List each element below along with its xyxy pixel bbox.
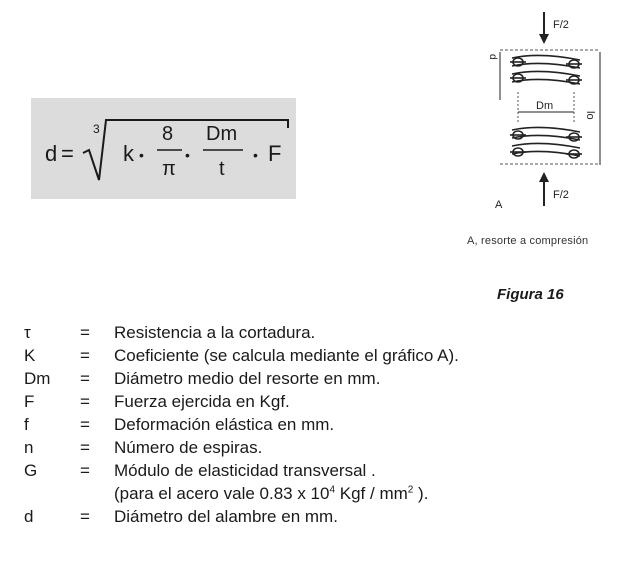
legend-description: Coeficiente (se calcula mediante el gráfico A). <box>114 346 459 365</box>
legend-note-row <box>24 482 624 505</box>
figure-title: Figura 16 <box>497 286 564 303</box>
legend-equals: = <box>80 369 90 388</box>
note-prefix: (para el acero vale 0.83 x 10 <box>114 484 330 503</box>
legend-row-n <box>24 436 624 459</box>
note-suffix: ). <box>413 484 429 503</box>
legend-symbol: Dm <box>24 369 51 388</box>
legend-symbol: d <box>24 507 34 526</box>
legend-description: Número de espiras. <box>114 438 263 457</box>
legend-row-f <box>24 390 624 413</box>
bottom-force-label: F/2 <box>553 189 569 201</box>
top-arrowhead <box>539 34 549 44</box>
formula-k: k <box>123 141 134 166</box>
dm-label: Dm <box>536 100 554 112</box>
formula-num-dm: Dm <box>206 123 238 145</box>
legend-equals: = <box>80 415 90 434</box>
bottom-arrowhead <box>539 172 549 182</box>
formula-force: F <box>268 141 282 166</box>
d-label: d <box>487 54 498 60</box>
lo-label: lo <box>584 111 596 120</box>
formula-dot-3: • <box>253 147 258 163</box>
legend-row-dm <box>24 367 624 390</box>
note-exponent: 4 <box>329 484 336 496</box>
diagram-caption: A, resorte a compresión <box>467 235 589 247</box>
formula-box <box>31 98 296 199</box>
legend-row-g <box>24 459 624 482</box>
legend-note <box>114 482 428 505</box>
legend-symbol: K <box>24 346 36 365</box>
top-force-label: F/2 <box>553 19 569 31</box>
legend-equals: = <box>80 461 90 480</box>
legend-symbol: F <box>24 392 35 411</box>
legend-description: Diámetro del alambre en mm. <box>114 507 338 526</box>
formula-equals: = <box>61 141 74 166</box>
upper-coils <box>510 55 582 84</box>
formula-graphic <box>31 98 296 199</box>
legend-equals: = <box>80 346 90 365</box>
formula-den-pi: π <box>162 158 176 180</box>
legend-description: Módulo de elasticidad transversal . <box>114 461 376 480</box>
legend-row-d <box>24 505 624 528</box>
legend-row-tau <box>24 321 624 344</box>
formula-dot-1: • <box>139 147 144 163</box>
legend-symbol: G <box>24 461 38 480</box>
legend-description: Fuerza ejercida en Kgf. <box>114 392 290 411</box>
legend-symbol: τ <box>24 323 31 342</box>
spring-diagram <box>440 0 642 262</box>
formula-lhs: d <box>45 141 58 166</box>
legend-description: Deformación elástica en mm. <box>114 415 335 434</box>
formula-dot-2: • <box>185 147 190 163</box>
formula-num-8: 8 <box>162 123 174 145</box>
legend-equals: = <box>80 507 90 526</box>
legend-symbol: n <box>24 438 34 457</box>
diagram-a-label: A <box>495 199 503 211</box>
legend-row-k <box>24 344 624 367</box>
legend-equals: = <box>80 323 90 342</box>
note-exponent-2: 2 <box>407 484 414 496</box>
note-middle: Kgf / mm <box>335 484 408 503</box>
formula-root-index: 3 <box>93 122 100 136</box>
legend-description: Diámetro medio del resorte en mm. <box>114 369 381 388</box>
legend-equals: = <box>80 438 90 457</box>
legend-equals: = <box>80 392 90 411</box>
legend-description: Resistencia a la cortadura. <box>114 323 316 342</box>
variable-legend <box>24 321 624 528</box>
formula-den-t: t <box>219 158 225 180</box>
legend-row-f-lower <box>24 413 624 436</box>
legend-symbol: f <box>24 415 29 434</box>
lower-coils <box>510 127 582 158</box>
